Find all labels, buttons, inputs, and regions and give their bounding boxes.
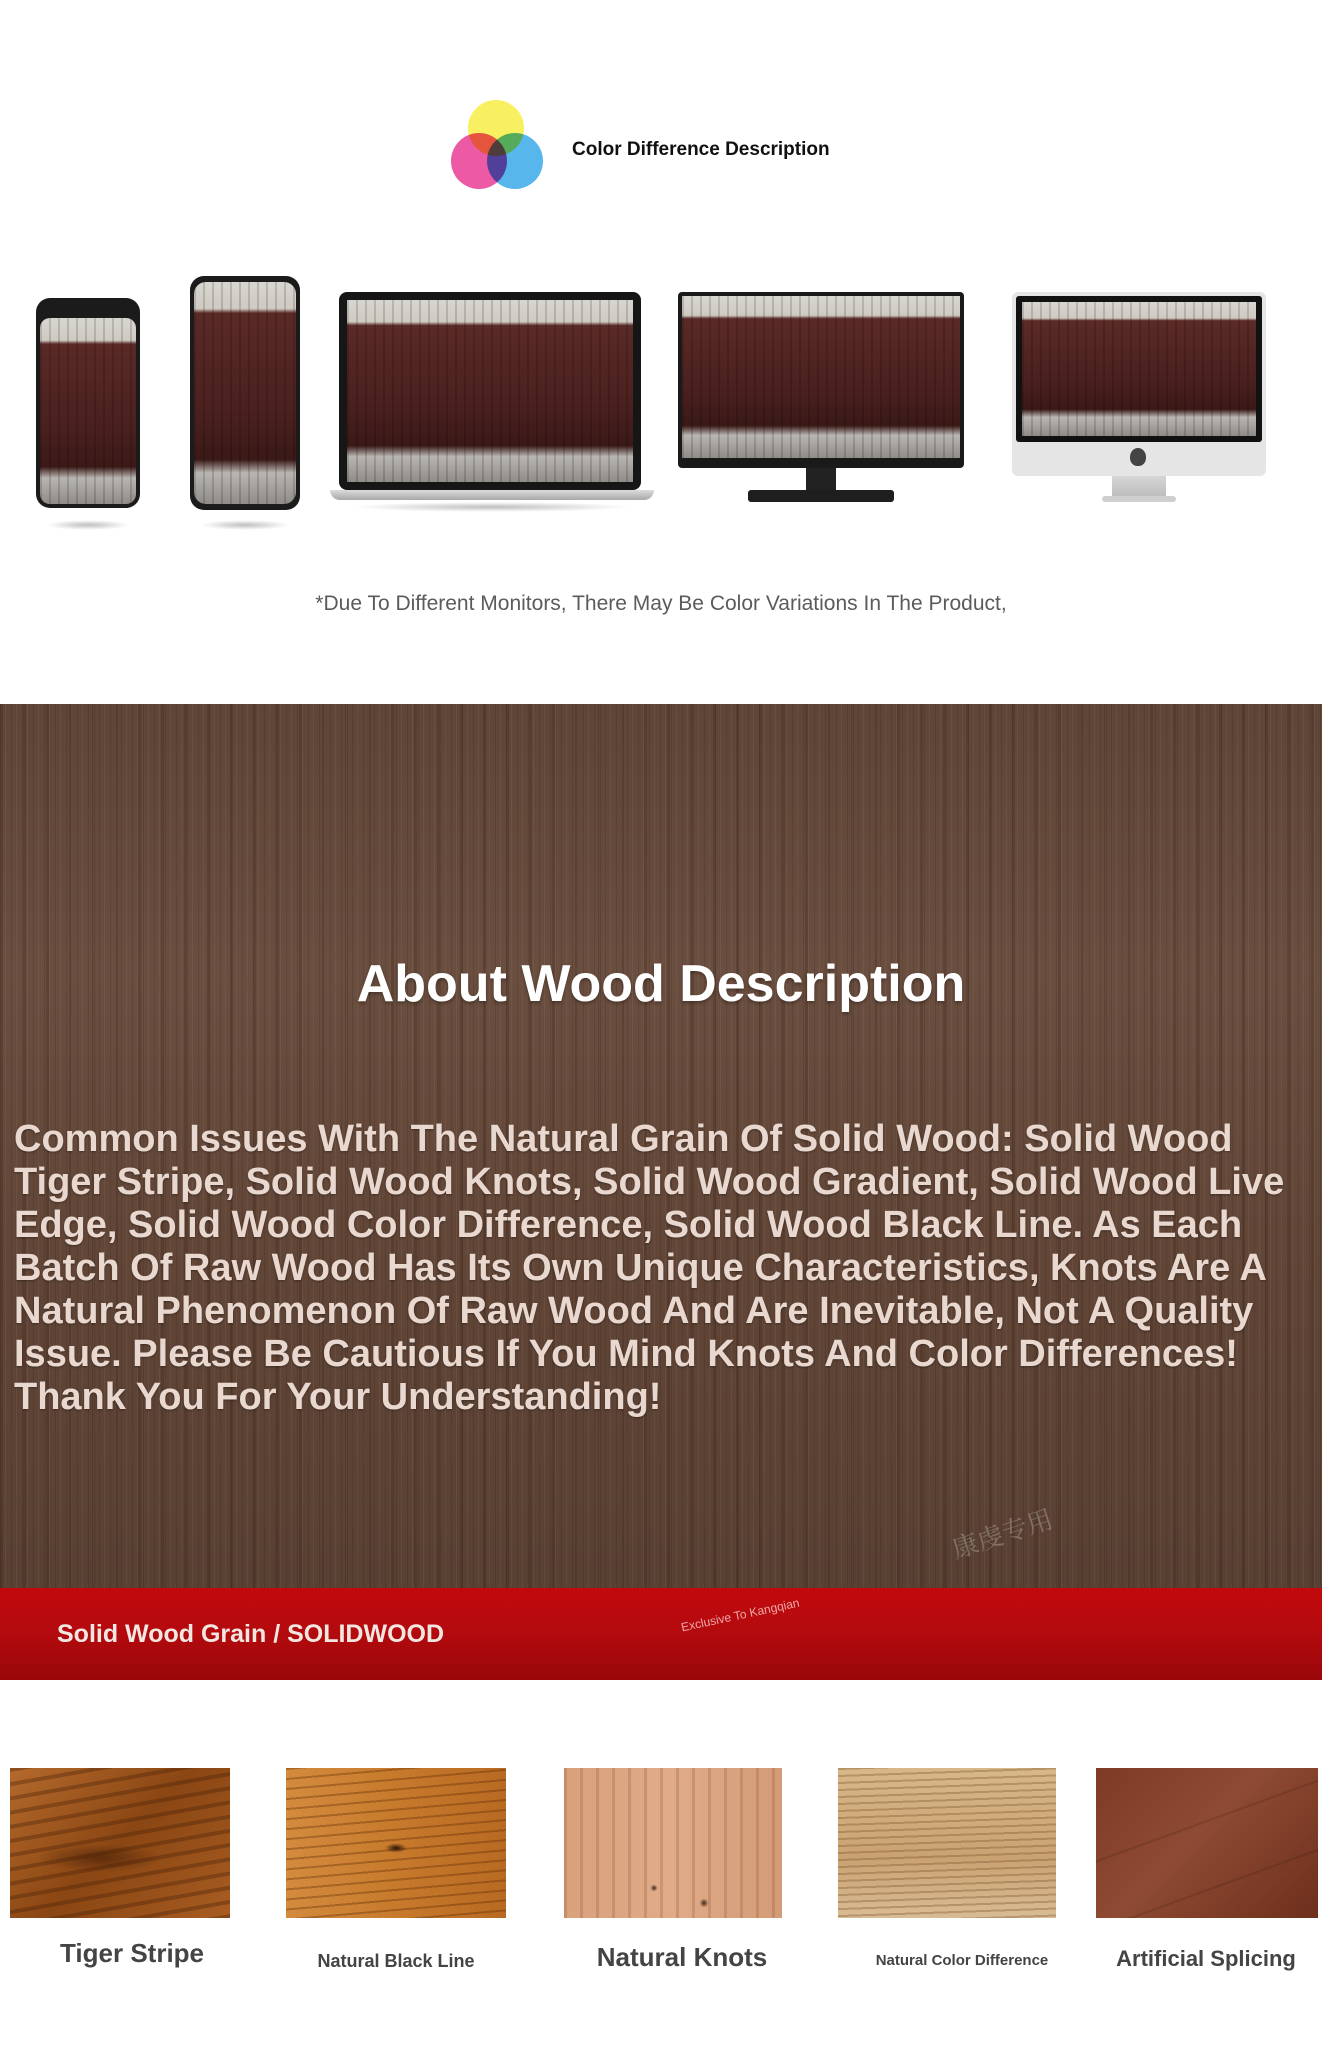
- color-difference-title: Color Difference Description: [572, 139, 830, 160]
- sample-natural-knots: [564, 1768, 782, 1918]
- apple-logo-icon: [1130, 448, 1146, 466]
- banner-label: Solid Wood Grain / SOLIDWOOD: [57, 1620, 445, 1648]
- color-difference-header: [448, 100, 830, 200]
- color-variation-disclaimer: *Due To Different Monitors, There May Be Color Variations In The Product,: [315, 592, 1007, 615]
- watermark: 康虔专用: [948, 1503, 1057, 1565]
- sample-label-natural-color-difference: Natural Color Difference: [875, 1952, 1049, 1969]
- natural-knots-swatch: [564, 1768, 782, 1918]
- natural-black-line-swatch: [286, 1768, 506, 1918]
- tiger-stripe-swatch: [10, 1768, 230, 1918]
- wood-section-body: Common Issues With The Natural Grain Of Solid Wood: Solid Wood Tiger Stripe, Solid Wood Knots, Solid Wood Gradient, Solid Wood Live Edge, Solid Wood Color Difference, Solid Wood Black Line. As Each Batch Of Raw Wood Has Its Own Unique Characteristics, Knots Are A Natural Phenomenon Of Raw Wood And Are Inevitable, Not A Quality Issue. Please Be Cautious If You Mind Knots And Color Differences! Thank You For Your Understanding!: [14, 1118, 1285, 1418]
- sample-natural-color-difference: [838, 1768, 1056, 1918]
- sample-natural-black-line: [286, 1768, 506, 1918]
- laptop-device: [330, 292, 654, 508]
- sample-label-natural-knots: Natural Knots: [596, 1942, 768, 1972]
- sample-label-natural-black-line: Natural Black Line: [317, 1951, 475, 1971]
- color-venn-icon: [448, 100, 548, 200]
- monitor-device: [678, 292, 964, 512]
- exclusive-watermark: Exclusive To Kangqian: [679, 1595, 801, 1635]
- solid-wood-banner: [0, 1588, 1322, 1680]
- natural-color-difference-swatch: [838, 1768, 1056, 1918]
- wood-description-section: [0, 704, 1322, 1588]
- phone-device-2: [190, 276, 300, 510]
- sample-label-artificial-splicing: Artificial Splicing: [1116, 1946, 1296, 1971]
- wood-section-title: About Wood Description: [356, 955, 966, 1013]
- sample-tiger-stripe: [10, 1768, 230, 1918]
- imac-device: [1012, 292, 1266, 512]
- artificial-splicing-swatch: [1096, 1768, 1318, 1918]
- phone-device-1: [36, 298, 140, 508]
- color-difference-section: [0, 0, 1322, 704]
- sample-label-tiger-stripe: Tiger Stripe: [60, 1938, 205, 1968]
- sample-artificial-splicing: [1096, 1768, 1318, 1918]
